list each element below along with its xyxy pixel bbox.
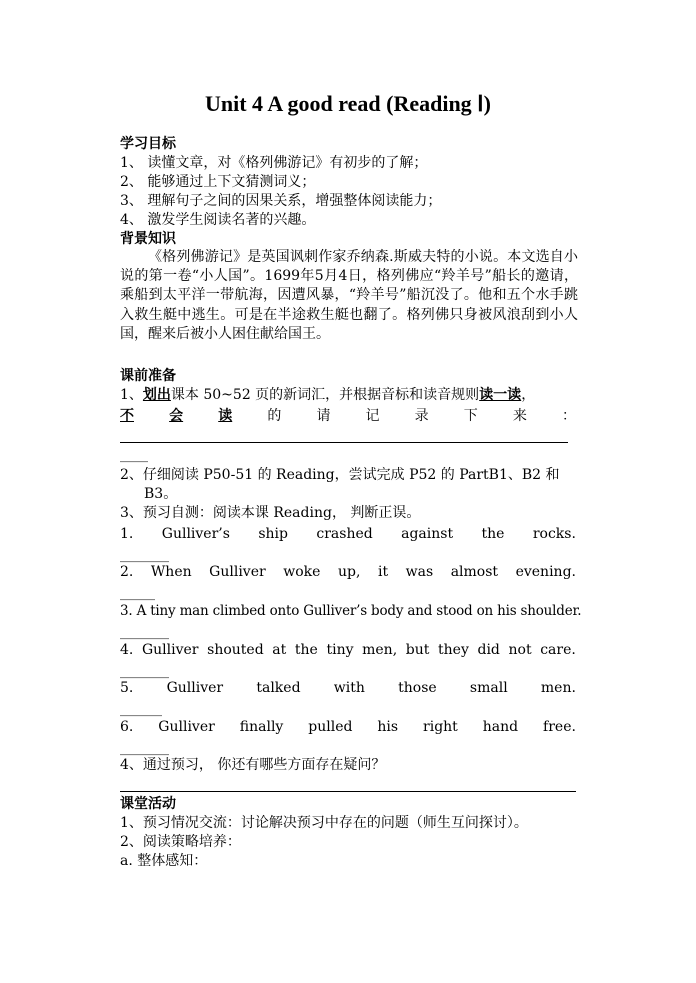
word: ship: [258, 526, 288, 542]
word: rocks.: [532, 526, 576, 542]
word: those: [398, 680, 437, 696]
underline-mark-text: 划出: [142, 387, 171, 403]
word: Gulliver: [158, 719, 215, 735]
word: but: [405, 642, 430, 658]
spaced-char: 下: [463, 408, 478, 424]
word: When: [150, 564, 192, 580]
spaced-char: 来: [512, 408, 527, 424]
word: his: [377, 719, 399, 735]
word: did: [477, 642, 500, 658]
tf-answer-blank[interactable]: _______: [120, 547, 169, 563]
word: 4.: [120, 642, 134, 658]
word: talked: [256, 680, 301, 696]
word: Gulliver: [141, 642, 199, 658]
word: small: [469, 680, 508, 696]
word: 5.: [120, 680, 134, 696]
word: men,: [362, 642, 398, 658]
tf-answer-blank[interactable]: _______: [120, 663, 169, 679]
objective-item: 2、 能够通过上下文猜测词义；: [120, 174, 316, 190]
word: not: [508, 642, 532, 658]
spaced-char: 请: [316, 408, 331, 424]
spaced-char: 不: [120, 408, 134, 424]
classroom-item: a. 整体感知：: [120, 853, 208, 869]
word: 1.: [120, 526, 134, 542]
word: men.: [540, 680, 576, 696]
tf-answer-blank[interactable]: _______: [120, 624, 169, 640]
spaced-char: 录: [414, 408, 429, 424]
answer-line[interactable]: [120, 791, 576, 792]
word: at: [272, 642, 287, 658]
word: Gulliver: [166, 680, 224, 696]
page-title: Unit 4 A good read (Reading Ⅰ): [205, 91, 491, 116]
prep-item-4: 4、通过预习， 你还有哪些方面存在疑问？: [120, 757, 386, 773]
read-aloud-text: 读一读: [479, 387, 522, 403]
word: crashed: [316, 526, 373, 542]
tf-answer-blank[interactable]: _____: [120, 585, 155, 601]
word: the: [481, 526, 505, 542]
word: it: [377, 564, 389, 580]
tf-answer-blank[interactable]: _______: [120, 740, 169, 756]
word: the: [294, 642, 318, 658]
spaced-char: 会: [169, 408, 184, 424]
prep-item-1-end: ，: [521, 387, 536, 403]
word: evening.: [515, 564, 576, 580]
answer-blank[interactable]: ____: [120, 447, 148, 463]
classroom-item: 1、预习情况交流：讨论解决预习中存在的问题（师生互问探讨）。: [120, 815, 528, 831]
word: almost: [450, 564, 499, 580]
word: against: [401, 526, 454, 542]
prep-heading: 课前准备: [120, 368, 176, 384]
spaced-char: 记: [365, 408, 380, 424]
word: tiny: [326, 642, 354, 658]
word: up,: [337, 564, 361, 580]
word: woke: [283, 564, 321, 580]
word: shouted: [207, 642, 264, 658]
prep-item-2: 2、仔细阅读 P50-51 的 Reading，尝试完成 P52 的 PartB1、B2 和: [120, 467, 560, 483]
tf-statement-2: [120, 562, 576, 582]
tf-statement-1: [120, 524, 576, 544]
word: Gulliver: [209, 564, 266, 580]
prep-item-3: 3、预习自测：阅读本课 Reading， 判断正误。: [120, 505, 421, 521]
spaced-char: 读: [218, 408, 233, 424]
prep-item-1-mid: 课本 50~52 页的新词汇，并根据音标和读音规则: [170, 387, 480, 403]
objective-item: 3、 理解句子之间的因果关系，增强整体阅读能力；: [120, 193, 442, 209]
word: pulled: [308, 719, 353, 735]
word: hand: [482, 719, 519, 735]
word: 2.: [120, 564, 134, 580]
prep-item-1: [120, 385, 576, 405]
prep-item-1-line2: [120, 406, 576, 426]
word: was: [405, 564, 434, 580]
classroom-heading: 课堂活动: [120, 796, 176, 812]
tf-statement-5: [120, 678, 576, 698]
answer-line[interactable]: [120, 442, 568, 443]
tf-statement-3: 3. A tiny man climbed onto Gulliver’s body and stood on his shoulder.: [120, 603, 582, 619]
word: with: [333, 680, 365, 696]
background-text: 《格列佛游记》是英国讽刺作家乔纳森.斯威夫特的小说。本文选自小说的第一卷“小人国”。1699年5月4日，格列佛应“羚羊号”船长的邀请，乘船到太平洋一带航海，因遭风暴，“羚羊号”船沉没了。他和五个水手跳入救生艇中逃生。可是在半途救生艇也翻了。格列佛只身被风浪刮到小人国，醒来后被小人困住献给国王。: [120, 249, 578, 342]
prep-item-2-cont: B3。: [144, 486, 178, 502]
word: Gulliver’s: [161, 526, 230, 542]
word: free.: [543, 719, 576, 735]
tf-statement-4: [120, 640, 576, 660]
word: finally: [239, 719, 284, 735]
spaced-char: ：: [561, 408, 576, 424]
objectives-heading: 学习目标: [120, 136, 176, 152]
tf-statement-6: [120, 717, 576, 737]
classroom-item: 2、阅读策略培养：: [120, 834, 241, 850]
spaced-char: 的: [267, 408, 282, 424]
background-heading: 背景知识: [120, 231, 176, 247]
word: right: [423, 719, 458, 735]
objective-item: 4、 激发学生阅读名著的兴趣。: [120, 212, 316, 228]
prep-item-1-prefix: 1、: [120, 387, 143, 403]
word: they: [438, 642, 469, 658]
word: 6.: [120, 719, 134, 735]
objective-item: 1、 读懂文章，对《格列佛游记》有初步的了解；: [120, 155, 428, 171]
tf-answer-blank[interactable]: ______: [120, 701, 162, 717]
word: care.: [540, 642, 576, 658]
